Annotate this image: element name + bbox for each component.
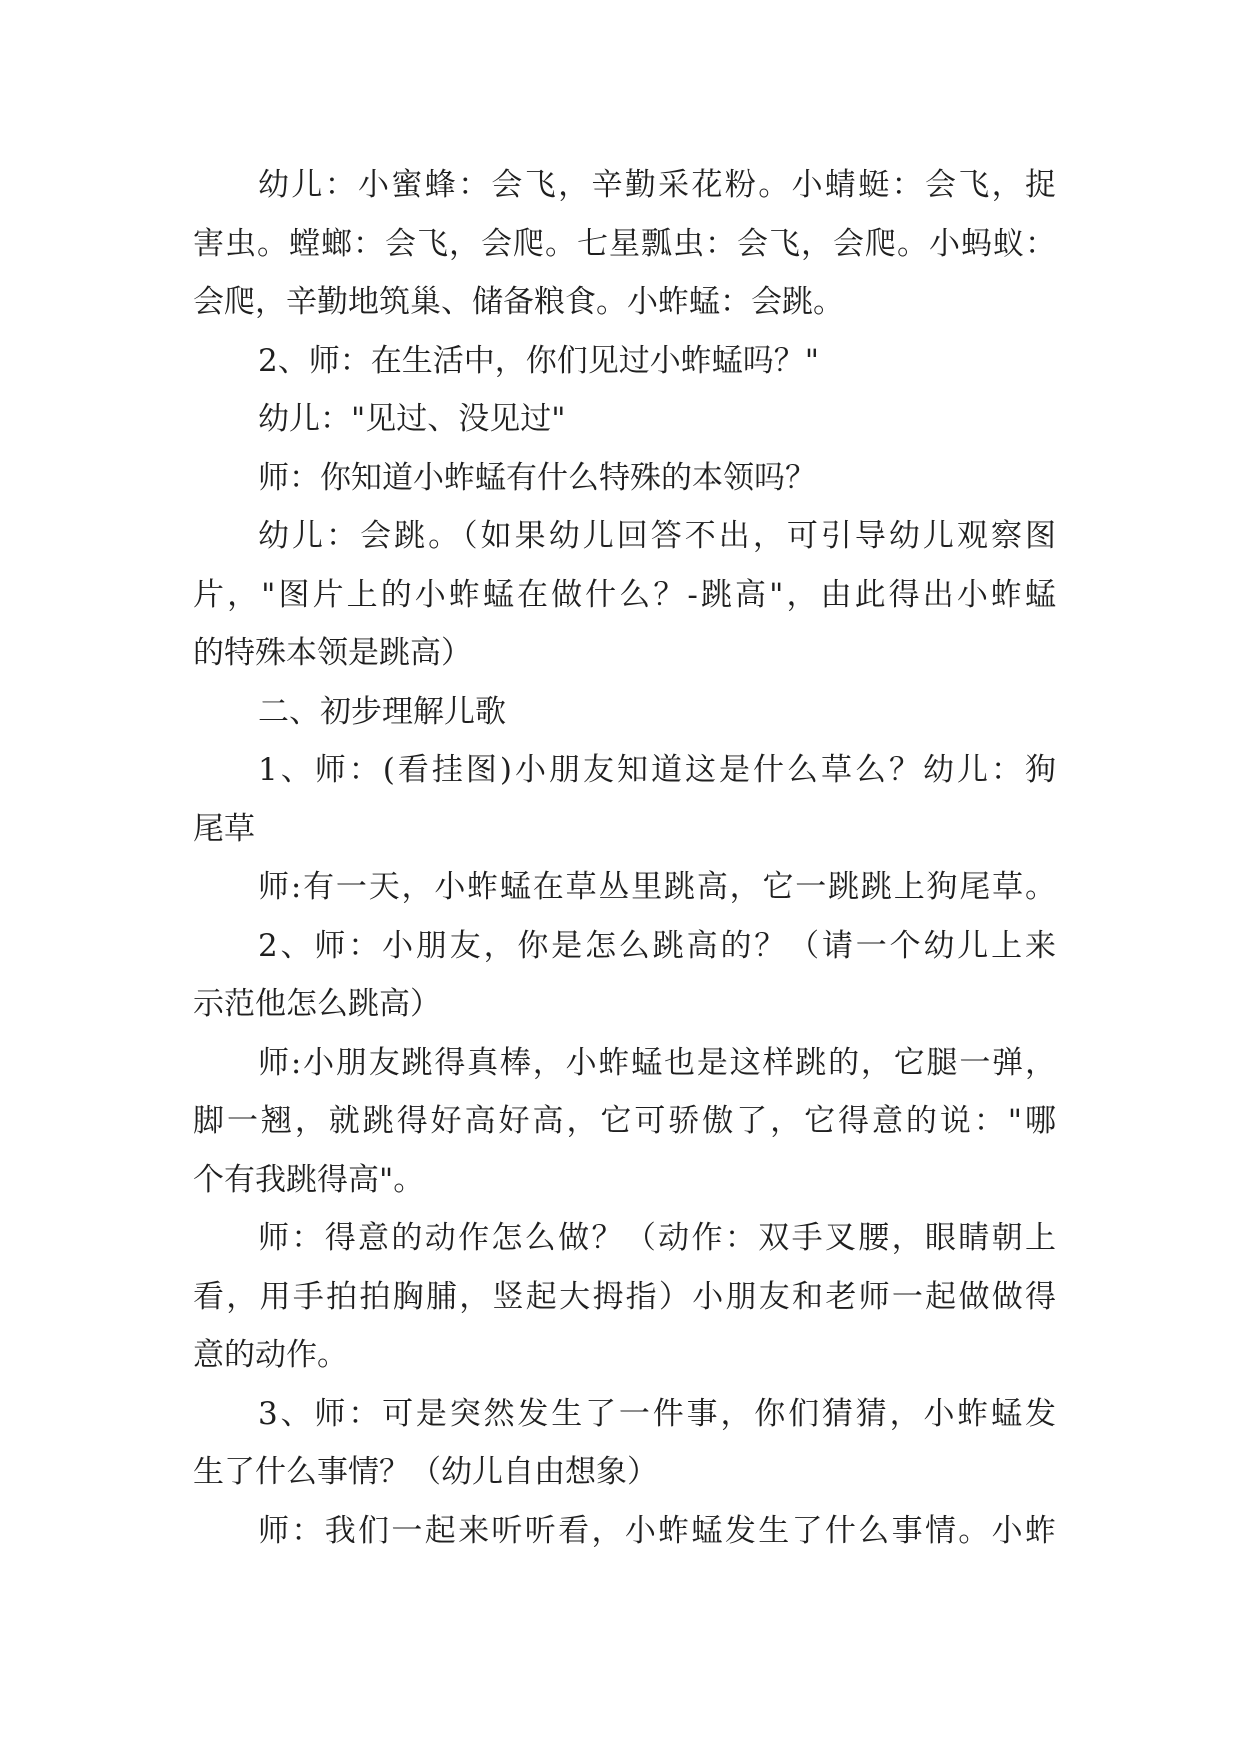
text-line: 生了什么事情？（幼儿自由想象） bbox=[193, 1454, 658, 1490]
paragraph bbox=[193, 1034, 1056, 1210]
paragraph bbox=[193, 1502, 1056, 1561]
text-line: 害虫。螳螂：会飞，会爬。七星瓢虫：会飞，会爬。小蚂蚁： bbox=[193, 225, 1056, 262]
text-line: 意的动作。 bbox=[193, 1337, 348, 1373]
text-line: 师：得意的动作怎么做？（动作：双手叉腰，眼睛朝上 bbox=[258, 1220, 1056, 1256]
text-line: 的特殊本领是跳高） bbox=[193, 635, 472, 671]
paragraph bbox=[193, 449, 1056, 508]
text-line: 幼儿：会跳。（如果幼儿回答不出，可引导幼儿观察图 bbox=[258, 518, 1056, 554]
text-line: 3、师：可是突然发生了一件事，你们猜猜，小蚱蜢发 bbox=[258, 1395, 1056, 1432]
text-line: 师：我们一起来听听看，小蚱蜢发生了什么事情。小蚱 bbox=[258, 1512, 1056, 1549]
paragraph bbox=[193, 332, 1056, 391]
text-line: 幼儿：小蜜蜂：会飞，辛勤采花粉。小蜻蜓：会飞，捉 bbox=[258, 167, 1056, 203]
document-body bbox=[193, 156, 1056, 1560]
section-heading bbox=[193, 683, 1056, 742]
paragraph bbox=[193, 1209, 1056, 1385]
text-line: 会爬，辛勤地筑巢、储备粮食。小蚱蜢：会跳。 bbox=[193, 284, 844, 320]
paragraph bbox=[193, 156, 1056, 332]
text-line: 师：你知道小蚱蜢有什么特殊的本领吗？ bbox=[258, 459, 816, 496]
text-line: 2、师：在生活中，你们见过小蚱蜢吗？" bbox=[258, 342, 819, 379]
text-line: 师:有一天，小蚱蜢在草丛里跳高，它一跳跳上狗尾草。 bbox=[258, 869, 1056, 905]
text-line: 师:小朋友跳得真棒，小蚱蜢也是这样跳的，它腿一弹， bbox=[258, 1044, 1056, 1081]
text-line: 尾草 bbox=[193, 810, 255, 847]
text-line: 看，用手拍拍胸脯，竖起大拇指）小朋友和老师一起做做得 bbox=[193, 1278, 1056, 1315]
text-line: 二、初步理解儿歌 bbox=[258, 693, 506, 730]
paragraph bbox=[193, 390, 1056, 449]
text-line: 2、师：小朋友，你是怎么跳高的？（请一个幼儿上来 bbox=[258, 927, 1056, 964]
paragraph bbox=[193, 917, 1056, 1034]
text-line: 片，"图片上的小蚱蜢在做什么？-跳高"，由此得出小蚱蜢 bbox=[193, 576, 1056, 613]
text-line: 1、师：(看挂图)小朋友知道这是什么草么？幼儿：狗 bbox=[258, 752, 1056, 788]
paragraph bbox=[193, 741, 1056, 858]
text-line: 脚一翘，就跳得好高好高，它可骄傲了，它得意的说："哪 bbox=[193, 1103, 1056, 1139]
paragraph bbox=[193, 858, 1056, 917]
text-line: 示范他怎么跳高） bbox=[193, 986, 441, 1022]
paragraph bbox=[193, 1385, 1056, 1502]
text-line: 个有我跳得高"。 bbox=[193, 1161, 425, 1198]
text-line: 幼儿："见过、没见过" bbox=[258, 401, 566, 437]
paragraph bbox=[193, 507, 1056, 683]
